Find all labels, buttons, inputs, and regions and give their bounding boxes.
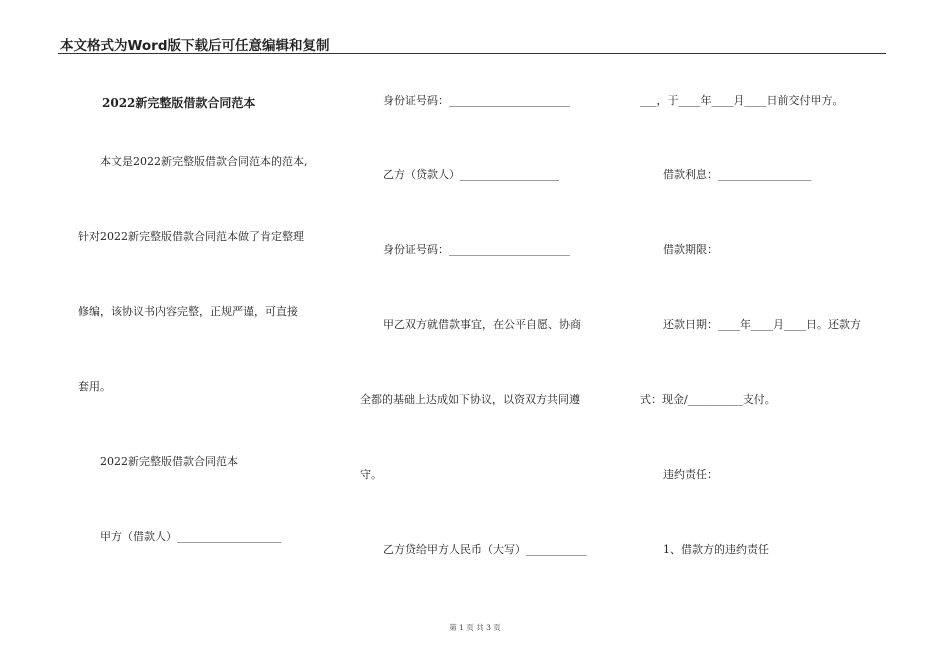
document-header: 本文格式为Word版下载后可任意编辑和复制 — [60, 38, 330, 54]
text-line: 甲乙双方就借款事宜，在公平自愿、协商 — [383, 318, 581, 331]
text-line: 2022新完整版借款合同范本 — [100, 455, 238, 468]
text-line: 守。 — [360, 468, 382, 481]
text-line: 违约责任： — [663, 468, 718, 481]
text-line: 乙方（贷款人）__________________ — [383, 168, 559, 181]
text-line: 借款利息：_________________ — [663, 168, 812, 181]
page-number: 第 1 页 共 3 页 — [449, 623, 501, 632]
text-line: 乙方贷给甲方人民币（大写）___________ — [383, 543, 587, 556]
text-line: ___，于____年____月____日前交付甲方。 — [640, 94, 844, 107]
text-line: 式：现金/__________支付。 — [640, 393, 776, 406]
text-line: 身份证号码：______________________ — [383, 94, 570, 107]
document-title: 2022新完整版借款合同范本 — [102, 96, 256, 110]
text-line: 全都的基础上达成如下协议，以资双方共同遵 — [360, 393, 580, 406]
text-line: 甲方（借款人）___________________ — [100, 530, 282, 543]
header-divider — [58, 53, 886, 54]
text-line: 修编，该协议书内容完整，正规严谨，可直接 — [78, 305, 298, 318]
text-line: 身份证号码：______________________ — [383, 243, 570, 256]
text-line: 本文是2022新完整版借款合同范本的范本, — [100, 155, 308, 168]
text-line: 套用。 — [78, 380, 111, 393]
text-line: 1、借款方的违约责任 — [663, 543, 769, 556]
text-line: 还款日期：____年____月____日。还款方 — [663, 318, 861, 331]
text-line: 针对2022新完整版借款合同范本做了肯定整理 — [78, 230, 304, 243]
text-line: 借款期限： — [663, 243, 718, 256]
